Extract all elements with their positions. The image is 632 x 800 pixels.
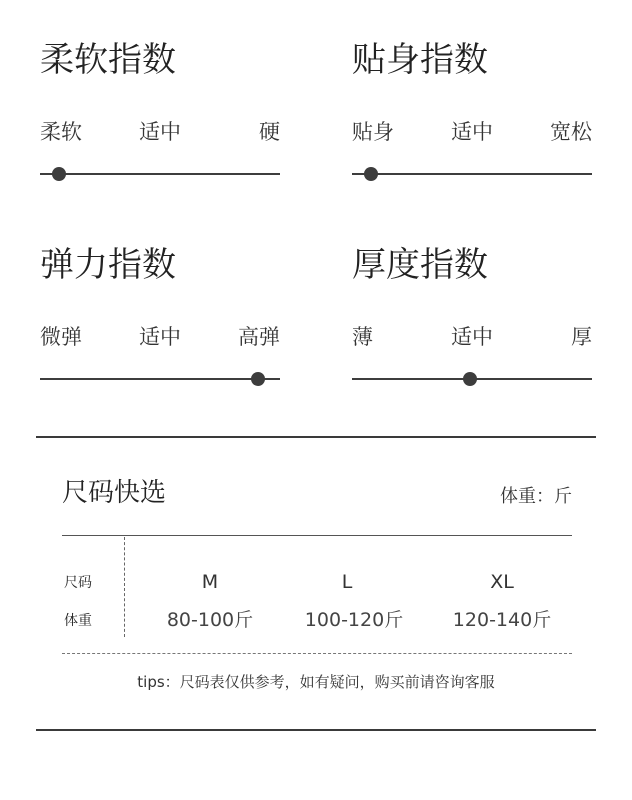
- scale-label-mid: 适中: [451, 120, 493, 144]
- scale-label-mid: 适中: [139, 120, 181, 144]
- index-scale-track: [40, 173, 280, 175]
- row-header-weight: 体重: [64, 613, 92, 629]
- index-level-indicator: [364, 167, 378, 181]
- size-chart-footer-dashed-rule: [62, 653, 572, 654]
- scale-label-mid: 适中: [451, 325, 493, 349]
- index-level-indicator: [463, 372, 477, 386]
- size-chart-header-rule: [62, 535, 572, 536]
- section-divider-bottom: [36, 729, 596, 731]
- index-title: 厚度指数: [352, 245, 488, 285]
- scale-label-high: 宽松: [550, 120, 592, 144]
- index-title: 柔软指数: [40, 40, 176, 80]
- index-scale-track: [352, 378, 592, 380]
- index-level-indicator: [251, 372, 265, 386]
- size-cell: M: [201, 571, 219, 593]
- scale-label-high: 厚: [571, 325, 592, 349]
- weight-cell: 120-140斤: [452, 609, 552, 631]
- size-cell: L: [341, 571, 353, 593]
- size-chart-tips: tips：尺码表仅供参考，如有疑问，购买前请咨询客服: [137, 673, 495, 691]
- scale-labels: [40, 323, 280, 351]
- scale-labels: [352, 118, 592, 146]
- section-divider-top: [36, 436, 596, 438]
- index-scale-track: [40, 378, 280, 380]
- scale-label-mid: 适中: [139, 325, 181, 349]
- index-scale-track: [352, 173, 592, 175]
- index-title: 弹力指数: [40, 245, 176, 285]
- scale-label-low: 柔软: [40, 120, 82, 144]
- scale-label-high: 高弹: [238, 325, 280, 349]
- weight-cell: 100-120斤: [304, 609, 404, 631]
- size-chart-column-divider: [124, 537, 125, 637]
- row-header-size: 尺码: [64, 575, 92, 591]
- scale-label-high: 硬: [259, 120, 280, 144]
- weight-cell: 80-100斤: [166, 609, 254, 631]
- size-cell: XL: [490, 571, 514, 593]
- scale-label-low: 贴身: [352, 120, 394, 144]
- index-title: 贴身指数: [352, 40, 488, 80]
- size-chart-title: 尺码快选: [62, 478, 167, 508]
- scale-labels: [40, 118, 280, 146]
- scale-label-low: 微弹: [40, 325, 82, 349]
- scale-labels: [352, 323, 592, 351]
- scale-label-low: 薄: [352, 325, 373, 349]
- index-level-indicator: [52, 167, 66, 181]
- weight-unit-note: 体重：斤: [500, 486, 572, 507]
